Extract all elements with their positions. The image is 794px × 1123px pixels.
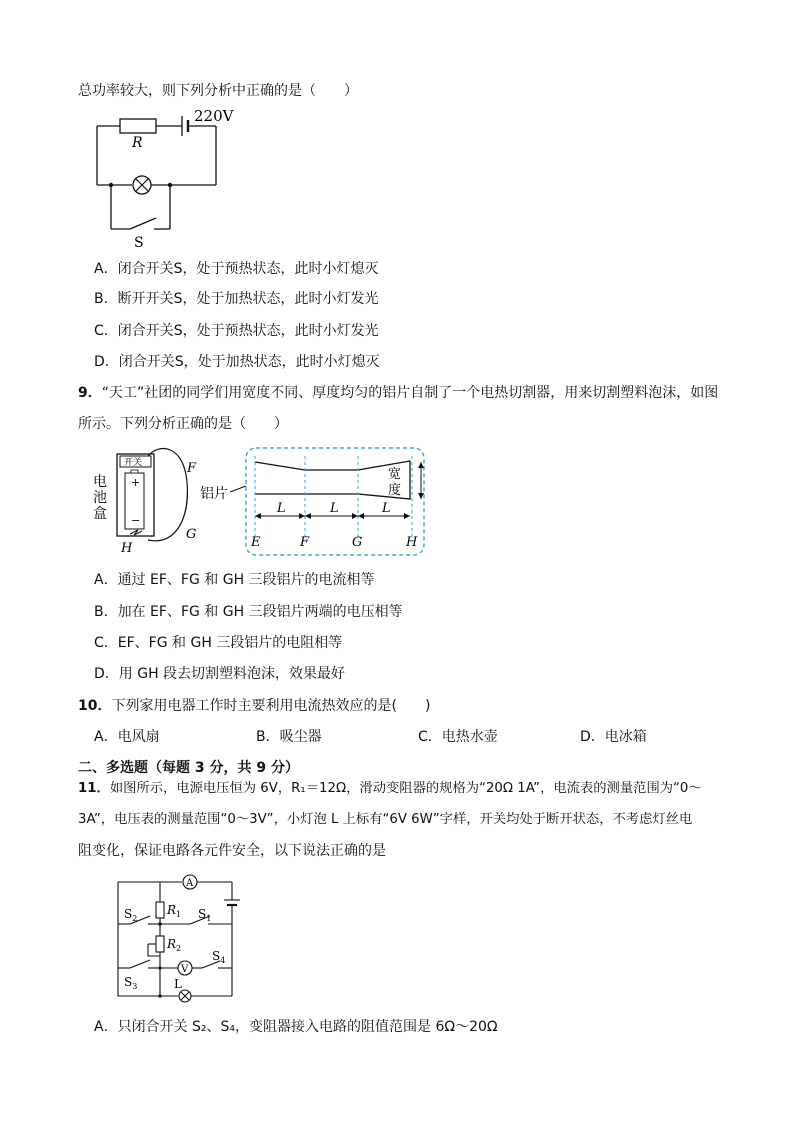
q9-width-char1: 宽 [388,467,402,482]
q9-side-F: F [187,461,197,476]
q10-number: 10． [78,698,112,714]
q9-L-1: L [277,501,286,516]
q11-stem-text1: 如图所示，电源电压恒为 6V，R₁＝12Ω，滑动变阻器的规格为“20Ω 1A”，电流表的测量范围为“0～ [109,781,702,796]
q9-L-2: L [330,501,339,516]
q11-r2-rheostat [156,936,164,952]
q9-cutter-figure [90,442,430,558]
q11-number: 11． [78,781,110,796]
q11-s2-label: $S_2$ [124,907,138,923]
q10-option-b[interactable]: B．吸尘器 [256,729,322,745]
q9-foil-label: 铝片 [200,486,228,502]
q9-point-E: E [251,535,261,550]
q11-r1-resistor [156,902,164,918]
q9-L-3: L [382,501,391,516]
q9-stem-text1: “天工”社团的同学们用宽度不同、厚度均匀的铝片自制了一个电热切割器，用来切割塑料泡沫，如图 [101,385,719,401]
q8-option-b[interactable]: B．断开开关S，处于加热状态，此时小灯发光 [94,291,379,307]
q11-option-a[interactable]: A．只闭合开关 S₂、S₄，变阻器接入电路的阻值范围是 6Ω～20Ω [94,1019,498,1035]
q9-battery-box-char3: 盒 [93,506,107,522]
q9-width-char2: 度 [388,483,402,498]
q11-r2-label: $R_2$ [167,937,182,953]
q8-option-d[interactable]: D．闭合开关S，处于加热状态，此时小灯熄灭 [94,354,380,370]
q9-point-H: H [406,535,418,550]
section2-title: 二、多选题（每题 3 分，共 9 分） [78,760,299,776]
q11-s1-label: $S_1$ [198,907,212,923]
q9-stem-line1 [78,384,718,402]
q9-plus: + [131,476,141,489]
q9-battery-box-char1: 电 [93,474,107,490]
q10-option-d[interactable]: D．电冰箱 [580,729,647,745]
q9-switch-label: 开关 [124,458,143,468]
q11-stem-line3: 阻变化，保证电路各元件安全，以下说法正确的是 [78,843,386,859]
q8-switch-label: S [134,235,144,251]
q9-minus: − [131,514,141,527]
q10-stem [78,697,430,715]
q9-option-a[interactable]: A．通过 EF、FG 和 GH 三段铝片的电流相等 [94,572,375,588]
q8-resistor-label: R [132,135,143,151]
q11-stem-line1 [78,780,702,798]
q8-circuit-figure [92,104,234,251]
q8-option-c[interactable]: C．闭合开关S，处于预热状态，此时小灯发光 [94,323,379,339]
q9-option-c[interactable]: C．EF、FG 和 GH 三段铝片的电阻相等 [94,635,343,651]
q10-stem-text: 下列家用电器工作时主要利用电流热效应的是( ) [111,698,431,714]
q9-side-H: H [121,541,133,556]
q11-stem-line2: 3A”，电压表的测量范围“0～3V”，小灯泡 L 上标有“6V 6W”字样，开关均处于断开状态，不考虑灯丝电 [78,812,693,827]
q10-option-a[interactable]: A．电风扇 [94,729,160,745]
q10-option-c[interactable]: C．电热水壶 [418,729,498,745]
q9-stem-line2: 所示。下列分析正确的是（ ） [78,416,288,432]
q9-side-G: G [186,527,197,542]
q9-number: 9． [78,385,102,401]
q11-r1-label: $R_1$ [167,903,182,919]
q11-voltmeter-label: V [181,964,189,975]
q11-s3-switch-icon [130,960,150,968]
q8-resistor [120,119,156,133]
q11-circuit-figure [110,872,250,1002]
q8-voltage-label: 220V [194,107,234,125]
q8-stem-tail: 总功率较大，则下列分析中正确的是（ ） [78,83,358,99]
q9-point-F: F [300,535,310,550]
q11-s4-label: $S_4$ [212,949,226,965]
q11-ammeter-label: A [186,878,194,889]
q9-foil-strip [255,461,410,499]
q8-option-a[interactable]: A．闭合开关S，处于预热状态，此时小灯熄灭 [94,261,379,277]
q11-lamp-label: L [174,977,182,991]
q8-switch-icon [130,218,156,229]
q9-point-G: G [352,535,363,550]
q9-option-d[interactable]: D．用 GH 段去切割塑料泡沫，效果最好 [94,666,346,682]
q9-battery-box-char2: 池 [93,490,107,506]
q9-option-b[interactable]: B．加在 EF、FG 和 GH 三段铝片两端的电压相等 [94,604,403,620]
q11-s3-label: $S_3$ [124,975,138,991]
